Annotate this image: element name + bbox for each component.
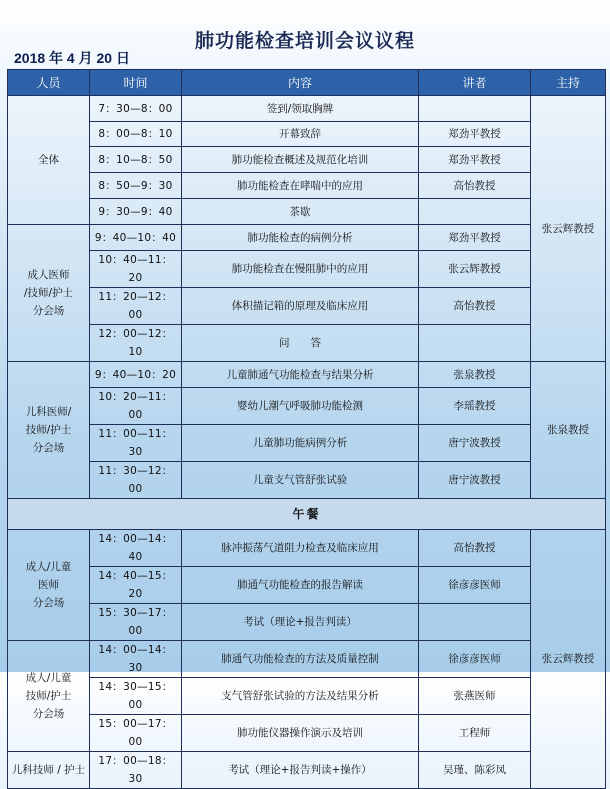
page-title: 肺功能检查培训会议议程 [194, 30, 415, 52]
content-cell: 儿童支气管舒张试验 [182, 462, 419, 499]
time-cell: 15：30—17：00 [90, 604, 182, 641]
table-row [8, 715, 606, 752]
speaker-cell: 徐彦彦医师 [419, 641, 531, 678]
column-header-content: 内容 [182, 70, 419, 96]
group-physician-session: 成人/儿童 医师 分会场 [8, 530, 90, 641]
time-cell: 15：00—17：00 [90, 715, 182, 752]
header-row [8, 70, 606, 96]
table-row [8, 173, 606, 199]
content-cell: 肺功能检查概述及规范化培训 [182, 147, 419, 173]
speaker-cell [419, 604, 531, 641]
speaker-cell [419, 325, 531, 362]
time-cell: 8：00—8：10 [90, 122, 182, 147]
host-cell: 张云辉教授 [531, 96, 606, 362]
speaker-cell: 高怡教授 [419, 530, 531, 567]
lunch-row [8, 499, 606, 530]
table-row [8, 325, 606, 362]
table-row [8, 425, 606, 462]
table-row [8, 147, 606, 173]
content-cell: 支气管舒张试验的方法及结果分析 [182, 678, 419, 715]
table-row [8, 251, 606, 288]
schedule-table [7, 69, 606, 789]
group-all: 全体 [8, 96, 90, 225]
speaker-cell: 徐彦彦医师 [419, 567, 531, 604]
lunch-label: 午餐 [8, 499, 606, 530]
column-header-speaker: 讲者 [419, 70, 531, 96]
time-cell: 12：00—12：10 [90, 325, 182, 362]
speaker-cell: 吴瑾、陈彩凤 [419, 752, 531, 789]
content-cell: 考试（理论+报告判读） [182, 604, 419, 641]
content-cell: 脉冲振荡气道阻力检查及临床应用 [182, 530, 419, 567]
table-row [8, 122, 606, 147]
speaker-cell: 高怡教授 [419, 288, 531, 325]
table-row [8, 678, 606, 715]
column-header-time: 时间 [90, 70, 182, 96]
content-cell: 问 答 [182, 325, 419, 362]
table-row [8, 288, 606, 325]
speaker-cell: 工程师 [419, 715, 531, 752]
table-row [8, 96, 606, 122]
group-pediatric-session: 儿科医师/ 技师/护士 分会场 [8, 362, 90, 499]
time-cell: 8：10—8：50 [90, 147, 182, 173]
time-cell: 10：20—11：00 [90, 388, 182, 425]
content-cell: 肺功能仪器操作演示及培训 [182, 715, 419, 752]
speaker-cell: 郑劲平教授 [419, 122, 531, 147]
host-cell: 张云辉教授 [531, 530, 606, 789]
time-cell: 14：30—15：00 [90, 678, 182, 715]
content-cell: 儿童肺功能病例分析 [182, 425, 419, 462]
content-cell: 开幕致辞 [182, 122, 419, 147]
time-cell: 9：30—9：40 [90, 199, 182, 225]
column-header-host: 主持 [531, 70, 606, 96]
table-row [8, 388, 606, 425]
table-row [8, 567, 606, 604]
content-cell: 婴幼儿潮气呼吸肺功能检测 [182, 388, 419, 425]
time-cell: 9：40—10：40 [90, 225, 182, 251]
speaker-cell: 唐宁波教授 [419, 425, 531, 462]
time-cell: 17：00—18：30 [90, 752, 182, 789]
content-cell: 肺功能检查在哮喘中的应用 [182, 173, 419, 199]
host-cell: 张泉教授 [531, 362, 606, 499]
time-cell: 14：00—14：40 [90, 530, 182, 567]
group-pediatric-technician: 儿科技师 / 护士 [8, 752, 90, 789]
time-cell: 8：50—9：30 [90, 173, 182, 199]
speaker-cell [419, 199, 531, 225]
time-cell: 7：30—8：00 [90, 96, 182, 122]
speaker-cell: 郑劲平教授 [419, 147, 531, 173]
time-cell: 9：40—10：20 [90, 362, 182, 388]
content-cell: 体积描记箱的原理及临床应用 [182, 288, 419, 325]
content-cell: 茶歇 [182, 199, 419, 225]
content-cell: 肺功能检查在慢阻肺中的应用 [182, 251, 419, 288]
speaker-cell: 唐宁波教授 [419, 462, 531, 499]
time-cell: 10：40—11：20 [90, 251, 182, 288]
speaker-cell: 李瑶教授 [419, 388, 531, 425]
time-cell: 14：00—14：30 [90, 641, 182, 678]
content-cell: 肺通气功能检查的方法及质量控制 [182, 641, 419, 678]
column-header-people: 人员 [8, 70, 90, 96]
speaker-cell: 张云辉教授 [419, 251, 531, 288]
table-row [8, 530, 606, 567]
time-cell: 11：30—12：00 [90, 462, 182, 499]
speaker-cell: 张燕医师 [419, 678, 531, 715]
group-adult-session: 成人医师 /技师/护士 分会场 [8, 225, 90, 362]
time-cell: 14：40—15：20 [90, 567, 182, 604]
content-cell: 考试（理论+报告判读+操作） [182, 752, 419, 789]
speaker-cell: 郑劲平教授 [419, 225, 531, 251]
table-row [8, 752, 606, 789]
group-technician-session: 成人/儿童 技师/护士 分会场 [8, 641, 90, 752]
content-cell: 签到/领取胸牌 [182, 96, 419, 122]
content-cell: 肺通气功能检查的报告解读 [182, 567, 419, 604]
table-row [8, 604, 606, 641]
content-cell: 儿童肺通气功能检查与结果分析 [182, 362, 419, 388]
date-label: 2018 年 4 月 20 日 [14, 50, 130, 66]
time-cell: 11：00—11：30 [90, 425, 182, 462]
content-cell: 肺功能检查的病例分析 [182, 225, 419, 251]
table-row [8, 199, 606, 225]
time-cell: 11：20—12：00 [90, 288, 182, 325]
speaker-cell [419, 96, 531, 122]
table-row [8, 462, 606, 499]
speaker-cell: 张泉教授 [419, 362, 531, 388]
speaker-cell: 高怡教授 [419, 173, 531, 199]
table-row [8, 225, 606, 251]
table-row [8, 362, 606, 388]
